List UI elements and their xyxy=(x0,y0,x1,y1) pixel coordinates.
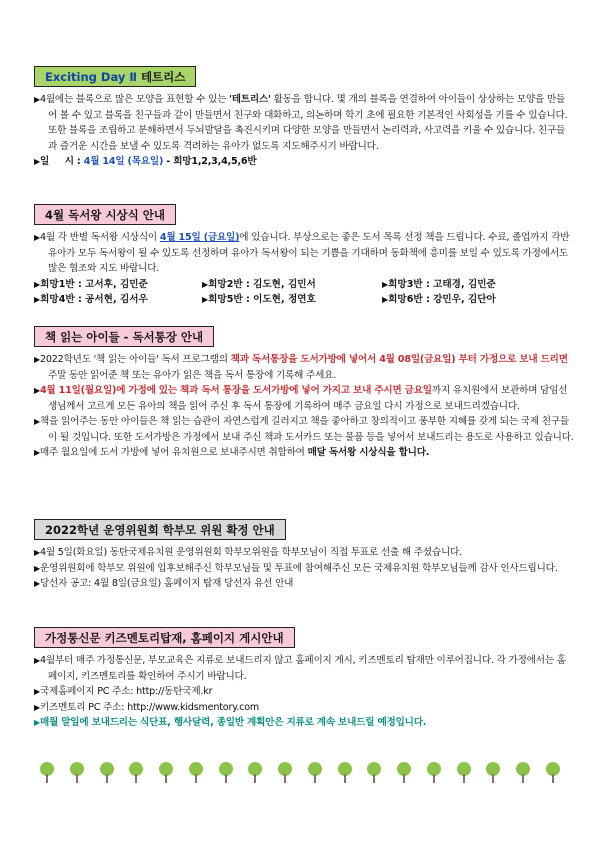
winner-item: ▶희망5반 : 이도현, 정연호 xyxy=(202,294,316,305)
winner-list xyxy=(34,277,574,308)
paragraph: ▶운영위원회에 학부모 위원에 입후보해주신 학부모님들 및 투표에 참여해주신 모든 국제유치원 학부모님들께 감사 인사드립니다. xyxy=(34,562,558,574)
tree-icon xyxy=(219,762,233,784)
tree-icon xyxy=(516,762,530,784)
winner-item: ▶희망1반 : 고서후, 김민준 xyxy=(34,278,148,290)
tree-icon xyxy=(40,762,54,784)
paragraph: ▶당선자 공고: 4월 8일(금요일) 홈페이지 탑재 당선자 유선 안내 xyxy=(34,578,294,589)
tree-icon xyxy=(278,762,292,784)
section-reading-bankbook xyxy=(34,326,574,461)
section-title: 4월 독서왕 시상식 안내 xyxy=(34,204,176,225)
tree-icon xyxy=(457,762,471,784)
tree-icon xyxy=(189,762,203,784)
paragraph: ▶매월 말일에 보내드리는 식단표, 행사달력, 종일반 계획안은 지류로 계속 보내드릴 예정입니다. xyxy=(34,717,427,728)
tree-icon xyxy=(129,762,143,784)
event-date: ▶일 시 : 4월 14일 (목요일) - 희망1,2,3,4,5,6반 xyxy=(34,156,257,167)
section-newsletter-notice xyxy=(34,627,574,731)
paragraph: ▶4월에는 블록으로 많은 모양을 표현할 수 있는 '테트리스' 활동을 합니다. 몇 개의 블록을 연결하여 아이들이 상상하는 모양을 만들어 볼 수 있고 블록을 친구들과 같이 만들면서 친구와 대화하고, 의논하며 학기 초에 필요한 기본적인 사회성을 기를 수 있습니다. 또한 블록을 조립하고 분해하면서 두뇌발달을 촉진시키며 다양한 모양을 만들면서 논리력과, 사고력을 키울 수 있습니다. 친구들과 즐거운 시간을 보낼 수 있도록 격려하는 유아가 없도록 지도해주시기 바랍니다. xyxy=(34,94,568,152)
paragraph: ▶4월부터 매주 가정통신문, 부모교육은 지류로 보내드리지 않고 홈페이지 게시, 키즈멘토리 탑재만 이루어집니다. 각 가정에서는 홈페이지, 키즈멘토리를 확인하여 주시기 바랍니다. xyxy=(34,655,566,682)
kidsmentory-url[interactable]: ▶키즈멘토리 PC 주소: http://www.kidsmentory.com xyxy=(34,701,260,713)
paragraph: ▶4월 11일(월요일)에 가정에 있는 책과 독서 통장을 도서가방에 넣어 가지고 보내 주시면 금요일까지 유치원에서 보관하며 담임선생님께서 고르게 모든 유아의 책을 읽어 주신 후 독서 통장에 기록하여 매주 금요일 다시 가정으로 보내드리겠습니다. xyxy=(34,385,568,412)
tree-icon xyxy=(427,762,441,784)
tree-icon xyxy=(546,762,560,784)
tree-icon xyxy=(159,762,173,784)
tree-icon xyxy=(248,762,262,784)
paragraph: ▶4월 각 반별 독서왕 시상식이 4월 15일 (금요일)에 있습니다. 부상으로는 좋은 도서 목록 선정 책을 드립니다. 수료, 졸업까지 각반 유아가 모두 독서왕이 될 수 있도록 선정하며 유아가 독서왕이 되는 기쁨을 기대하며 동화책에 흥미를 보일 수 있도록 가정에서도 많은 협조와 지도 바랍니다. xyxy=(34,232,570,274)
winner-item: ▶희망6반 : 강민우, 김단아 xyxy=(382,294,496,305)
paragraph: ▶책을 읽어주는 동안 아이들은 책 읽는 습관이 자연스럽게 길러지고 책을 좋아하고 창의적이고 풍부한 지혜를 갖게 되는 국제 친구들이 될 것입니다. 또한 도서가방은 가정에서 보내 주신 책과 도서카드 또는 물품 등을 넣어서 보내드리는 용도로 사용하고 있습니다. xyxy=(34,416,574,443)
paragraph: ▶2022학년도 '책 읽는 아이들' 독서 프로그램의 책과 독서통장을 도서가방에 넣어서 4월 08일(금요일) 부터 가정으로 보내 드리면 주말 동안 읽어준 책 또는 유아가 읽은 책을 독서 통장에 기록해 주세요. xyxy=(34,354,568,381)
winner-item: ▶희망3반 : 고태경, 김민준 xyxy=(382,278,496,290)
section-parent-committee xyxy=(34,519,574,592)
section-title: 책 읽는 아이들 - 독서통장 안내 xyxy=(34,326,214,347)
winner-item: ▶희망4반 : 공서현, 김서우 xyxy=(34,294,148,305)
tree-icon xyxy=(397,762,411,784)
homepage-url[interactable]: ▶국제홈페이지 PC 주소: http://동탄국제.kr xyxy=(34,686,213,697)
tree-icon xyxy=(367,762,381,784)
tree-icon xyxy=(308,762,322,784)
section-title: Exciting Day Ⅱ 테트리스 xyxy=(34,66,196,87)
section-title: 가정통신문 키즈멘토리탑재, 홈페이지 게시안내 xyxy=(34,627,295,648)
section-reading-award xyxy=(34,204,574,308)
tree-border xyxy=(40,762,560,786)
tree-icon xyxy=(70,762,84,784)
section-tetris xyxy=(34,66,574,170)
paragraph: ▶4월 5일(화요일) 동탄국제유치원 운영위원회 학부모위원을 학부모님이 직접 투표로 선출 해 주셨습니다. xyxy=(34,547,462,558)
winner-item: ▶희망2반 : 김도현, 김민서 xyxy=(202,278,316,290)
section-title: 2022학년 운영위원회 학부모 위원 확정 안내 xyxy=(34,519,286,540)
paragraph: ▶매주 월요일에 도서 가방에 넣어 유치원으로 보내주시면 취합하여 매달 독서왕 시상식을 합니다. xyxy=(34,447,430,458)
tree-icon xyxy=(338,762,352,784)
tree-icon xyxy=(486,762,500,784)
tree-icon xyxy=(100,762,114,784)
